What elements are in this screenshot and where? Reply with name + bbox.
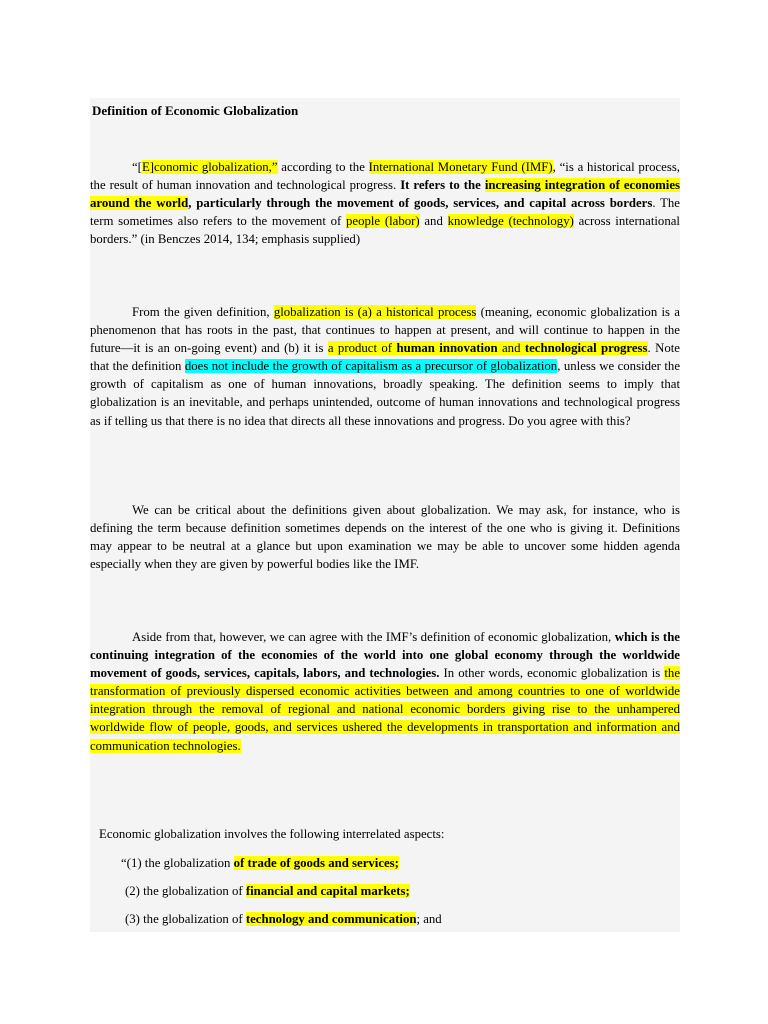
- list-item: (2) the globalization of financial and capital markets;: [125, 884, 410, 898]
- paragraph-definition-analysis: From the given definition, globalization is (a) a historical process (meaning, economic globalization is a phenomenon that has roots in the past, that continues to happen at present, and will continue to happen in the future—it is an on-going event) and (b) it is a product of human innovation and technological progress. Note that the definition does not include the growth of capitalism as a precursor of globalization, unless we consider the growth of capitalism as one of human innovations, broadly speaking. The definition seems to imply that globalization is an inevitable, and perhaps unintended, outcome of human innovations and technological progress as if telling us that there is no idea that directs all these innovations and progress. Do you agree with this?: [90, 305, 680, 428]
- document-title: Definition of Economic Globalization: [92, 103, 299, 118]
- paragraph-imf-quote: “[E]conomic globalization,” according to the International Monetary Fund (IMF), “is a historical process, the result of human innovation and technological progress. It refers to the increasing integration of economies around the world, particularly through the movement of goods, services, and capital across borders. The term sometimes also refers to the movement of people (labor) and knowledge (technology) across international borders.” (in Benczes 2014, 134; emphasis supplied): [90, 160, 680, 247]
- aspects-intro: Economic globalization involves the following interrelated aspects:: [99, 827, 445, 841]
- paragraph-critical-view: We can be critical about the definitions given about globalization. We may ask, for instance, who is defining the term because definition sometimes depends on the interest of the one who is giving it. Definitions may appear to be neutral at a glance but upon examination we may be able to uncover some hidden agenda especially when they are given by powerful bodies like the IMF.: [90, 503, 680, 572]
- list-item: “(1) the globalization of trade of goods and services;: [121, 856, 399, 870]
- list-item: (3) the globalization of technology and communication; and: [125, 912, 442, 926]
- paragraph-imf-agreement: Aside from that, however, we can agree with the IMF’s definition of economic globalization, which is the continuing integration of the economies of the world into one global economy through the worldwide movement of goods, services, capitals, labors, and technologies. In other words, economic globalization is the transformation of previously dispersed economic activities between and among countries to one of worldwide integration through the removal of regional and national economic borders giving rise to the unhampered worldwide flow of people, goods, and services ushered the developments in transportation and information and communication technologies.: [90, 630, 680, 753]
